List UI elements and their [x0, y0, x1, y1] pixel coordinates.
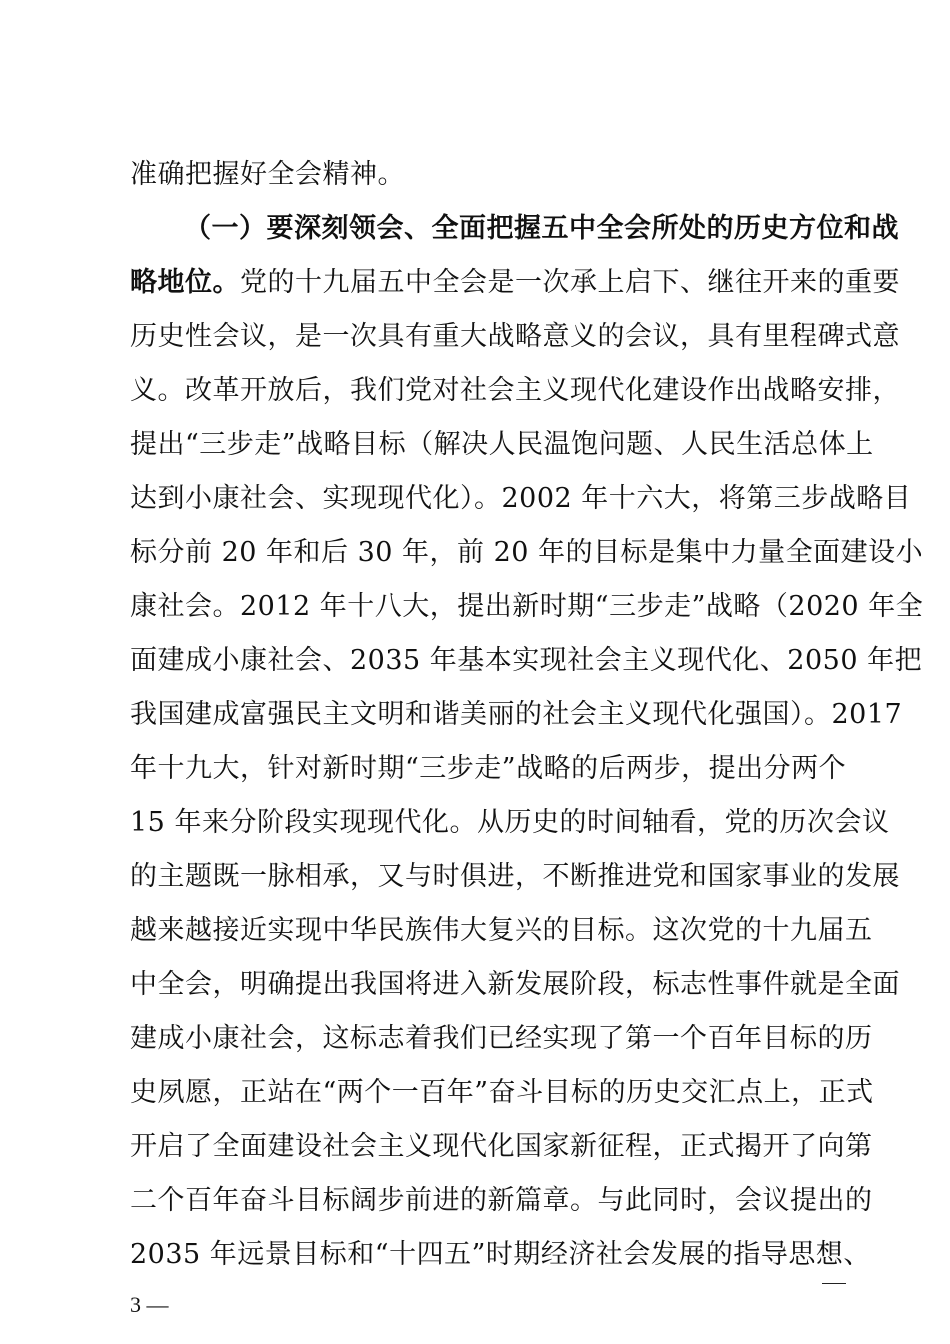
text-line: 面建成小康社会、2035 年基本实现社会主义现代化、2050 年把: [130, 645, 923, 676]
text-line: 提出“三步走”战略目标（解决人民温饱问题、人民生活总体上: [130, 429, 874, 460]
footer-rule: [822, 1283, 846, 1284]
text-line: 标分前 20 年和后 30 年，前 20 年的目标是集中力量全面建设小: [130, 537, 924, 568]
text-line: 历史性会议，是一次具有重大战略意义的会议，具有里程碑式意: [130, 321, 900, 352]
text-line: 越来越接近实现中华民族伟大复兴的目标。这次党的十九届五: [130, 915, 873, 946]
text-line: 年十九大，针对新时期“三步走”战略的后两步，提出分两个: [130, 753, 847, 784]
text-line: 二个百年奋斗目标阔步前进的新篇章。与此同时，会议提出的: [130, 1185, 873, 1216]
text-line: [130, 256, 900, 310]
text-run: 党的十九届五中全会是一次承上启下、继往开来的重要: [240, 267, 900, 298]
text-line: 史夙愿，正站在“两个一百年”奋斗目标的历史交汇点上，正式: [130, 1077, 874, 1108]
text-line: 中全会，明确提出我国将进入新发展阶段，标志性事件就是全面: [130, 969, 900, 1000]
text-line: 我国建成富强民主文明和谐美丽的社会主义现代化强国）。2017: [130, 699, 903, 730]
text-line: 准确把握好全会精神。: [130, 159, 405, 190]
page-number: 3 —: [130, 1292, 169, 1317]
section-heading-end: 略地位。: [130, 267, 240, 298]
text-line: 15 年来分阶段实现现代化。从历史的时间轴看，党的历次会议: [130, 807, 890, 838]
document-body: [130, 148, 924, 1282]
text-line: 义。改革开放后，我们党对社会主义现代化建设作出战略安排，: [130, 375, 900, 406]
section-heading: （一）要深刻领会、全面把握五中全会所处的历史方位和战: [184, 213, 899, 244]
text-line: 2035 年远景目标和“十四五”时期经济社会发展的指导思想、: [130, 1239, 871, 1270]
text-line: 的主题既一脉相承，又与时俱进，不断推进党和国家事业的发展: [130, 861, 900, 892]
text-line: 建成小康社会，这标志着我们已经实现了第一个百年目标的历: [130, 1023, 873, 1054]
text-line: 达到小康社会、实现现代化）。2002 年十六大，将第三步战略目: [130, 483, 912, 514]
text-line: 开启了全面建设社会主义现代化国家新征程，正式揭开了向第: [130, 1131, 873, 1162]
text-line: 康社会。2012 年十八大，提出新时期“三步走”战略（2020 年全: [130, 591, 924, 622]
